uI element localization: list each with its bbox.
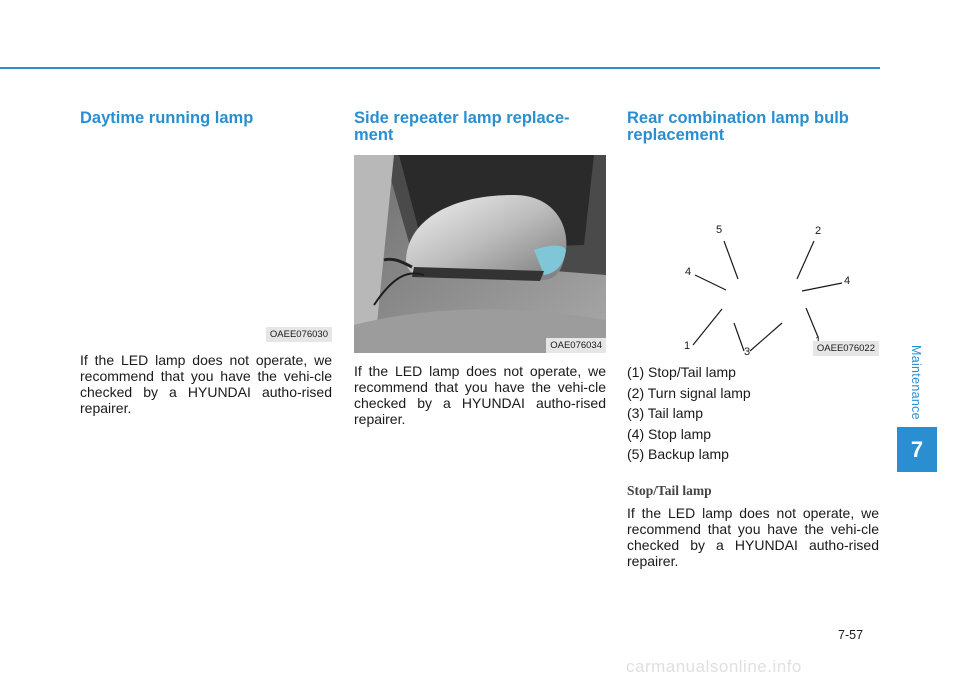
heading-line-1: Side repeater lamp replace- [354, 109, 570, 127]
callout-4-right: 4 [844, 275, 851, 287]
subheading-stop-tail-lamp: Stop/Tail lamp [627, 482, 712, 498]
lamp-legend-list [627, 362, 879, 465]
figure-rear-lamp-diagram [627, 148, 879, 356]
callout-line-1-right [806, 308, 818, 337]
watermark: carmanualsonline.info [626, 657, 802, 676]
column-side-repeater-lamp [354, 110, 606, 427]
section-label-maintenance: Maintenance [909, 344, 923, 420]
figure-side-mirror-photo [354, 155, 606, 353]
figure-code: OAEE076022 [813, 341, 879, 356]
list-item: (2) Turn signal lamp [627, 384, 751, 401]
list-item: (1) Stop/Tail lamp [627, 364, 736, 380]
callout-line-5 [724, 241, 738, 279]
page-number: 7-57 [838, 628, 864, 642]
callout-line-3-b [750, 323, 782, 351]
list-item: (5) Backup lamp [627, 446, 729, 462]
callout-lines [627, 148, 879, 356]
callout-line-4-left [695, 275, 726, 290]
column-daytime-running-lamp [80, 110, 332, 416]
figure-code: OAEE076030 [266, 327, 332, 342]
callout-line-2 [797, 241, 814, 279]
heading-side-repeater-lamp [354, 110, 606, 144]
body-side-repeater-lamp: If the LED lamp does not operate, we recommend that you have the vehi-cle checked by a HYUNDAI autho-rised repairer. [354, 363, 606, 427]
chapter-tab: 7 [897, 427, 937, 472]
figure-daytime-running-lamp [80, 131, 332, 342]
column-rear-combination-lamp [627, 110, 879, 569]
heading-rear-combination-lamp [627, 110, 879, 144]
callout-4-left: 4 [685, 266, 692, 278]
callout-line-3-a [734, 323, 744, 351]
callout-line-1-left [693, 309, 722, 345]
heading-line-2: replacement [627, 126, 725, 144]
side-mirror-photo [354, 155, 606, 353]
figure-code: OAE076034 [546, 338, 606, 353]
callout-3: 3 [744, 346, 751, 358]
callout-5: 5 [716, 224, 723, 236]
callout-1-left: 1 [684, 340, 691, 352]
heading-line-1: Rear combination lamp bulb [627, 109, 849, 127]
list-item: (3) Tail lamp [627, 405, 703, 421]
top-rule [0, 67, 880, 69]
list-item: (4) Stop lamp [627, 425, 712, 442]
heading-line-2: ment [354, 126, 394, 144]
callout-line-4-right [802, 283, 842, 291]
body-stop-tail-lamp: If the LED lamp does not operate, we recommend that you have the vehi-cle checked by a HYUNDAI autho-rised repairer. [627, 504, 879, 569]
callout-2: 2 [815, 225, 822, 237]
heading-daytime-running-lamp: Daytime running lamp [80, 109, 254, 127]
body-daytime-running-lamp: If the LED lamp does not operate, we recommend that you have the vehi-cle checked by a HYUNDAI autho-rised repairer. [80, 352, 332, 416]
